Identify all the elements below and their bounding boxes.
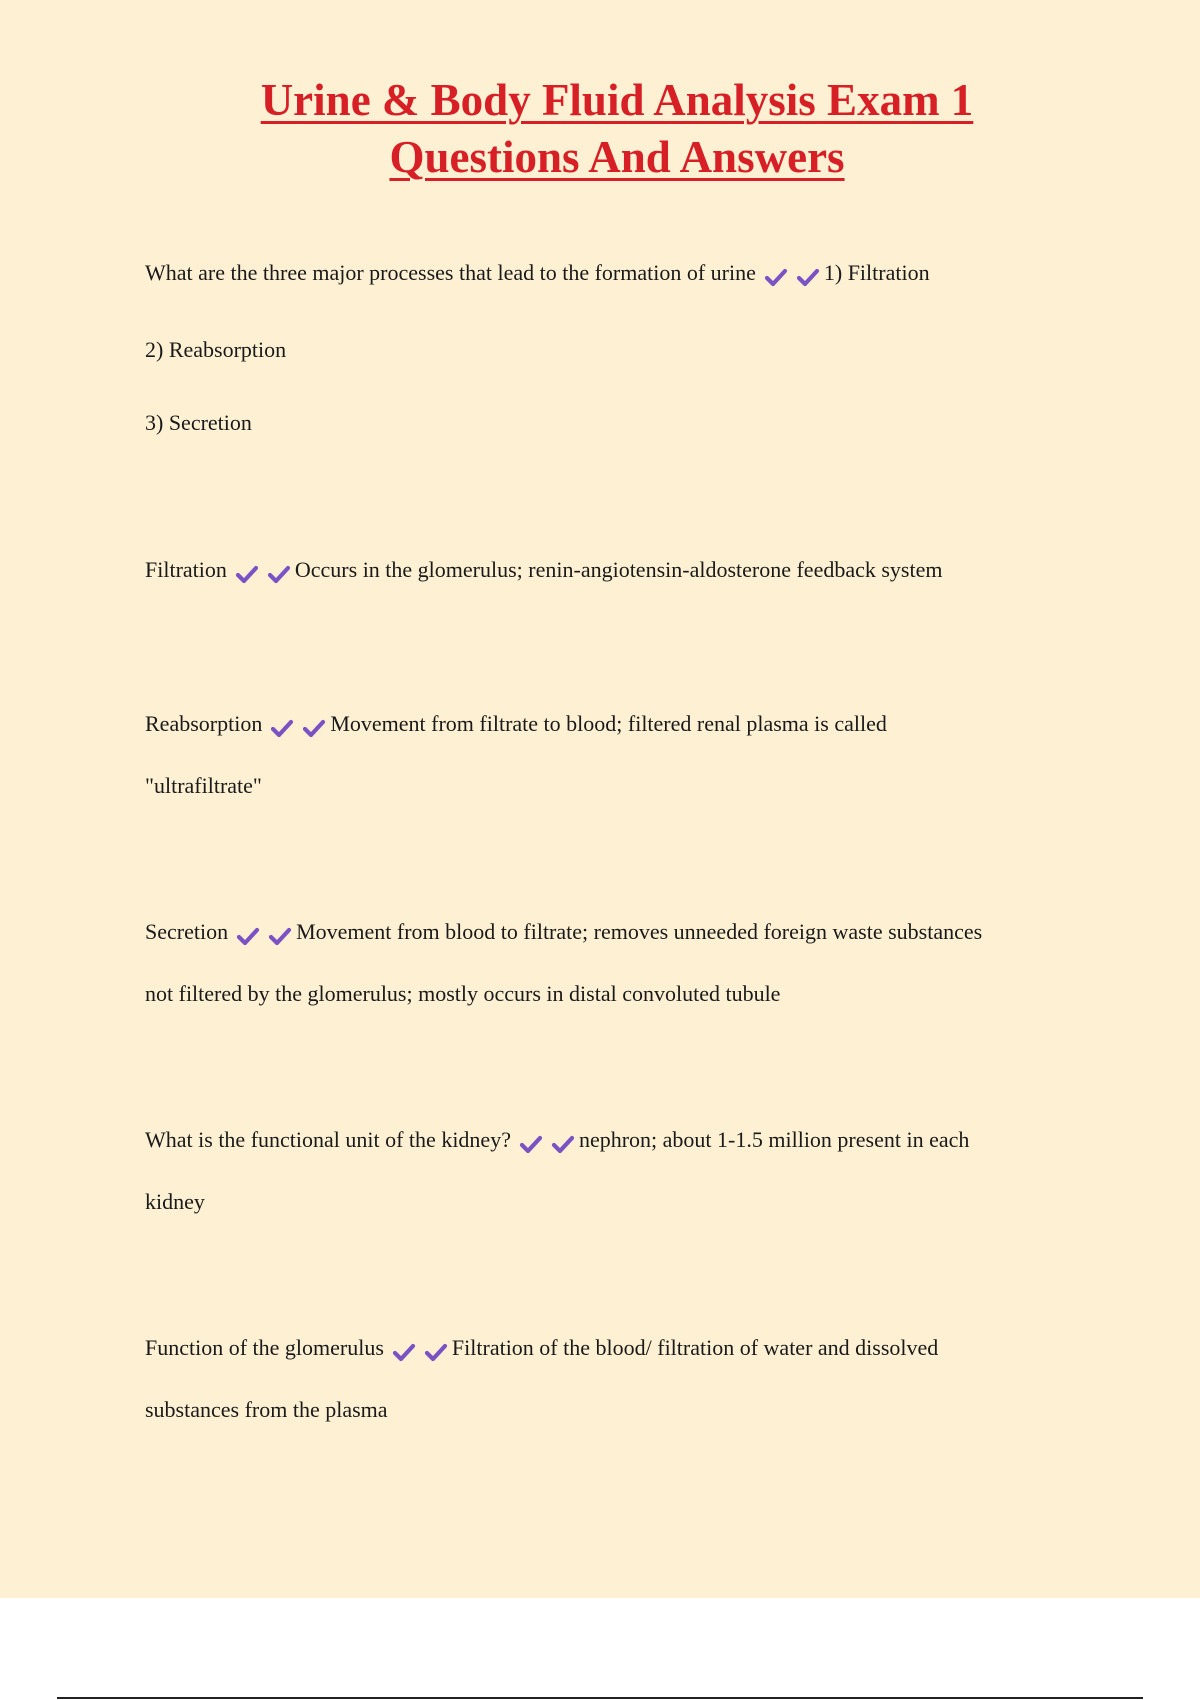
answer-text: 1) Filtration <box>823 260 930 285</box>
answer-text: substances from the plasma <box>145 1397 388 1422</box>
answer-text: 2) Reabsorption <box>145 337 287 362</box>
question-text: Secretion <box>145 919 229 944</box>
question-text: Reabsorption <box>145 711 263 736</box>
qa-item <box>145 243 1075 305</box>
answer-text: not filtered by the glomerulus; mostly occurs in distal convoluted tubule <box>145 981 781 1006</box>
answer-text: "ultrafiltrate" <box>145 773 262 798</box>
double-checkmark-icon <box>764 245 820 305</box>
qa-item <box>145 1110 1075 1232</box>
answer-text: Movement from blood to filtrate; removes unneeded foreign waste substances <box>296 919 983 944</box>
answer-text: Occurs in the glomerulus; renin-angiotensin-aldosterone feedback system <box>294 557 943 582</box>
footer-divider <box>57 1697 1143 1699</box>
answer-text: 3) Secretion <box>145 410 252 435</box>
qa-item <box>145 540 1075 602</box>
document-title <box>0 72 1200 186</box>
double-checkmark-icon <box>235 542 291 602</box>
answer-line <box>145 320 1075 380</box>
answer-text: kidney <box>145 1189 205 1214</box>
answer-text: Filtration of the blood/ filtration of water and dissolved <box>451 1335 939 1360</box>
qa-item <box>145 694 1075 816</box>
question-text: Function of the glomerulus <box>145 1335 384 1360</box>
question-text: What are the three major processes that lead to the formation of urine <box>145 260 756 285</box>
answer-text: nephron; about 1-1.5 million present in each <box>578 1127 970 1152</box>
question-text: What is the functional unit of the kidney? <box>145 1127 511 1152</box>
title-line-2: Questions And Answers <box>389 132 845 182</box>
title-line-1: Urine & Body Fluid Analysis Exam 1 <box>260 75 974 125</box>
double-checkmark-icon <box>270 696 326 756</box>
double-checkmark-icon <box>392 1320 448 1380</box>
qa-item <box>145 1318 1075 1440</box>
double-checkmark-icon <box>236 904 292 964</box>
answer-line <box>145 393 1075 453</box>
qa-item <box>145 902 1075 1024</box>
answer-text: Movement from filtrate to blood; filtered renal plasma is called <box>330 711 887 736</box>
question-text: Filtration <box>145 557 227 582</box>
double-checkmark-icon <box>519 1112 575 1172</box>
